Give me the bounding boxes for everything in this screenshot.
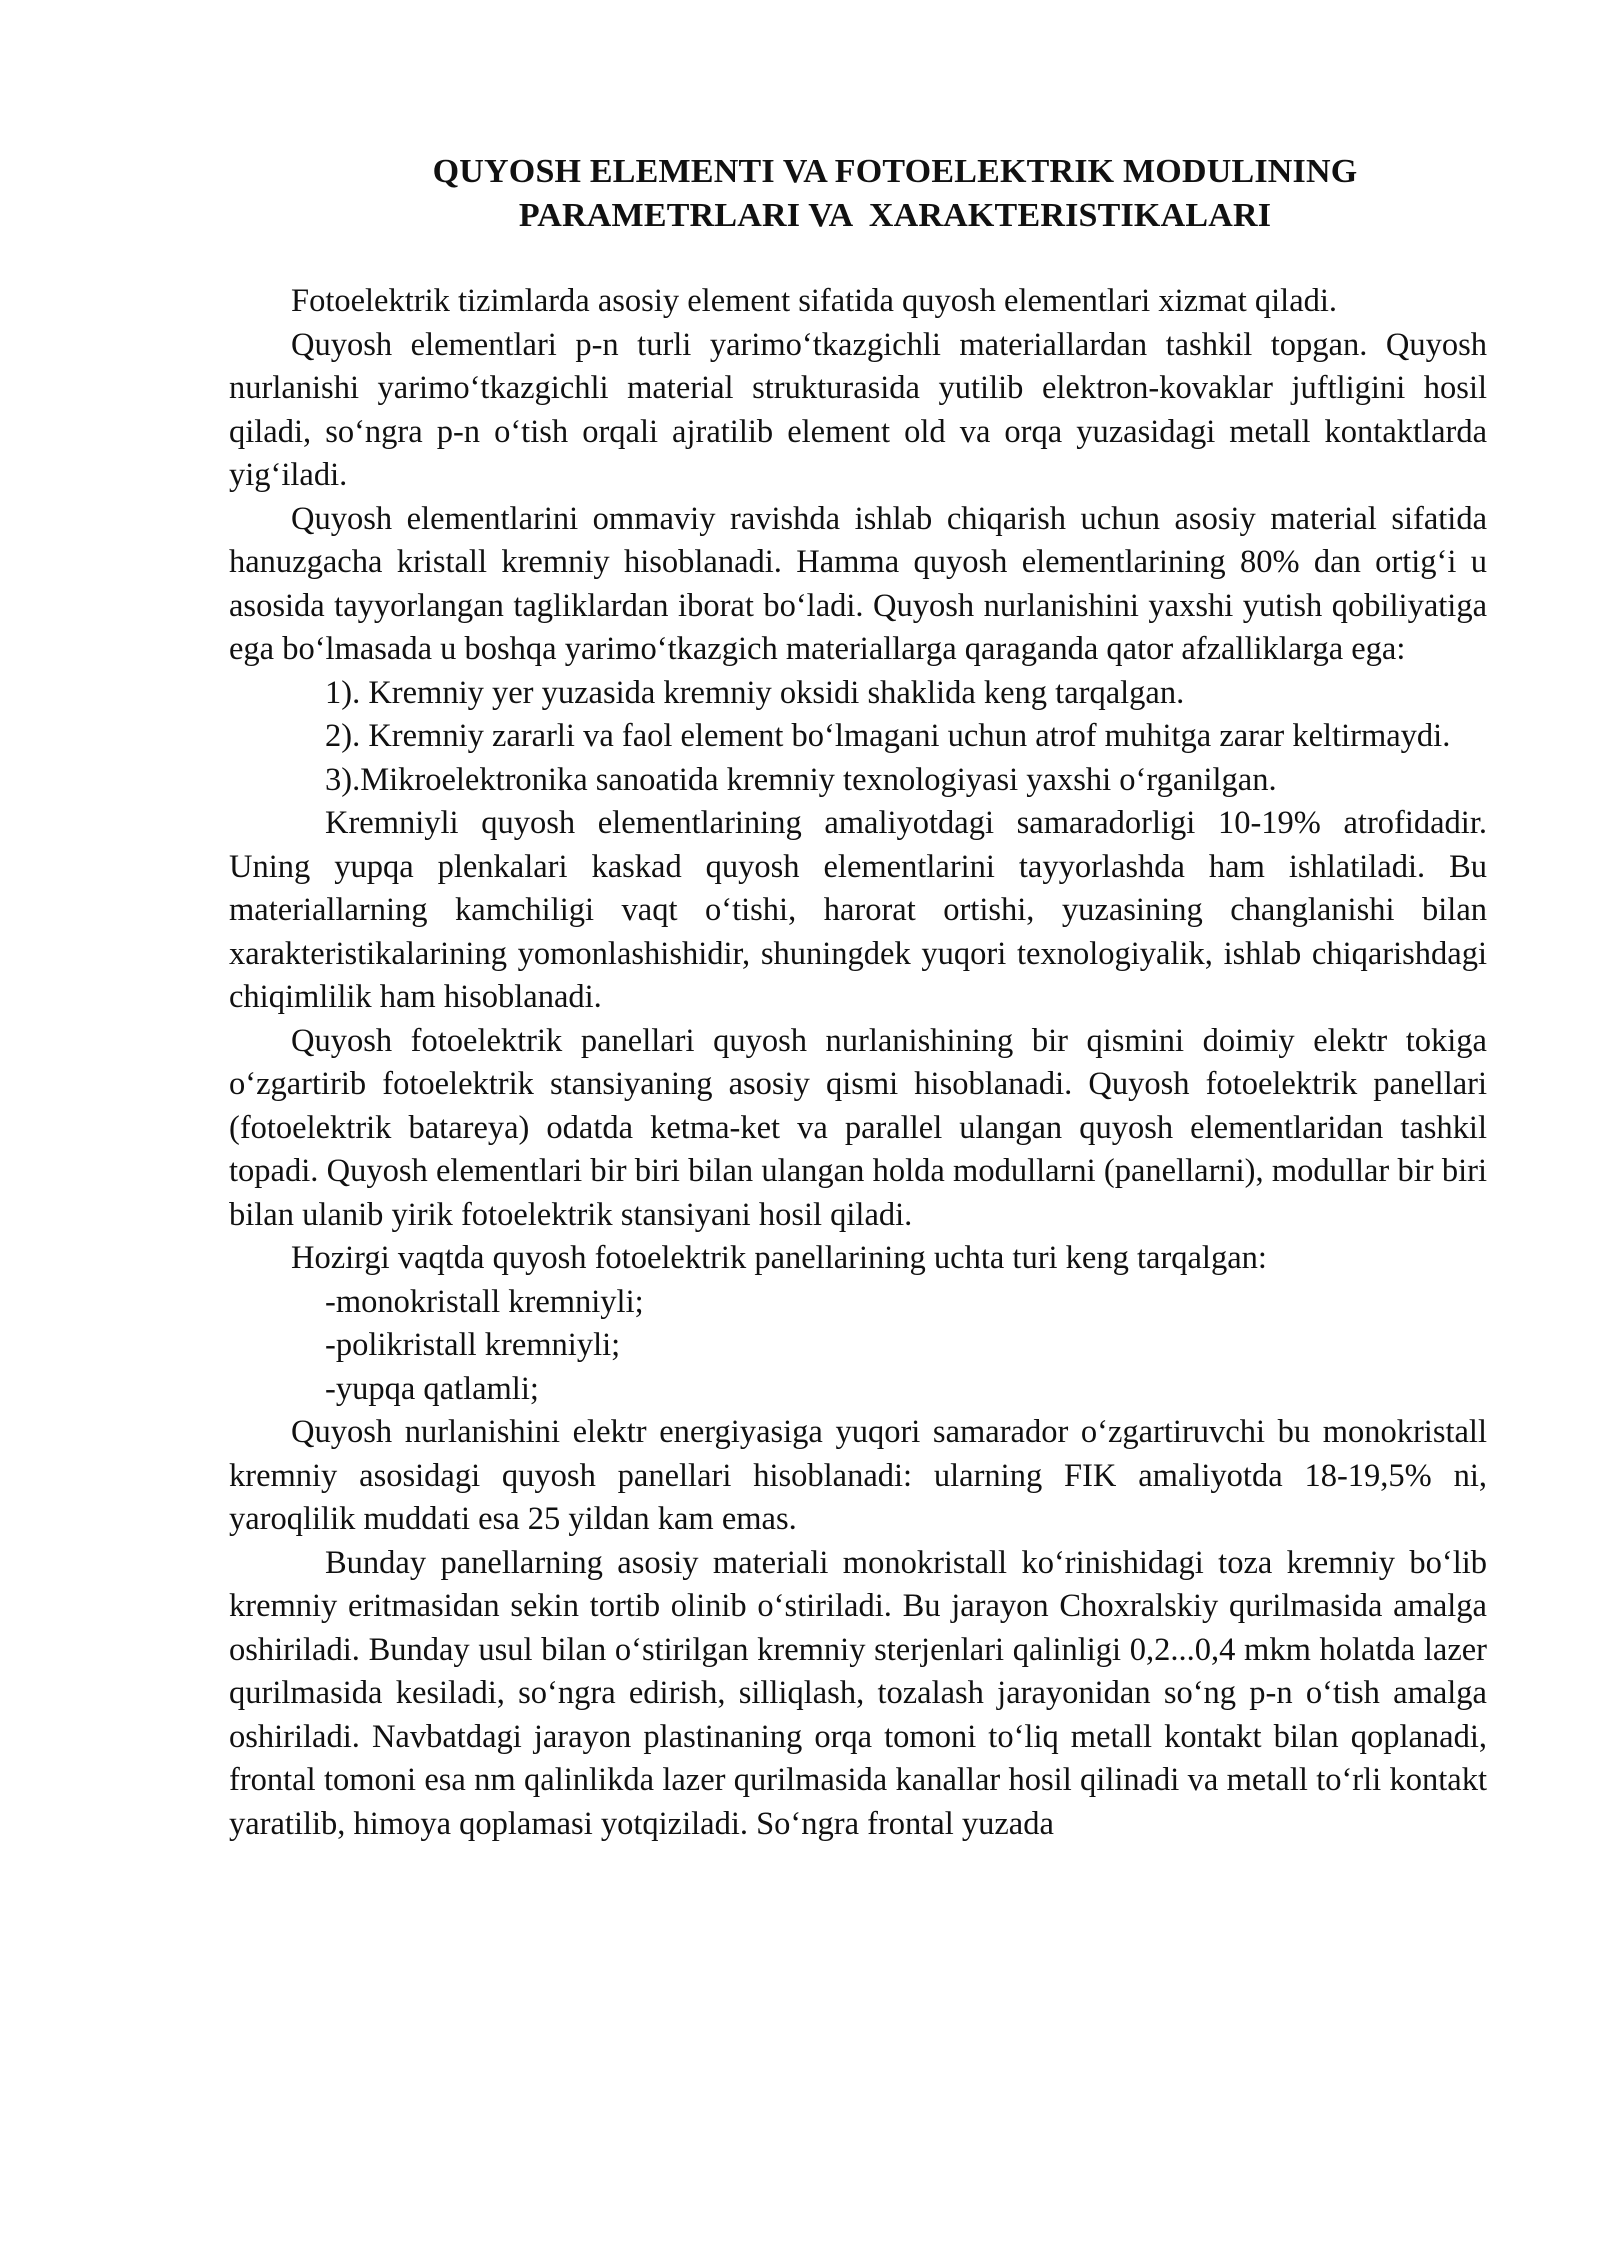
paragraph-2: Quyosh elementlari p-n turli yarimo‘tkazgichli materiallardan tashkil topgan. Quyosh nurlanishi yarimo‘tkazgichli material strukturasida yutilib elektron-kovaklar juftligini hosil qiladi, so‘ngra p-n o‘tish orqali ajratilib element old va orqa yuzasidagi metall kontaktlarda yig‘iladi.	[229, 326, 1487, 493]
list-item-1: 1). Kremniy yer yuzasida kremniy oksidi shaklida keng tarqalgan.	[325, 674, 1185, 711]
title-line-2: PARAMETRLARI VA XARAKTERISTIKALARI	[518, 197, 1272, 234]
paragraph-5: Quyosh fotoelektrik panellari quyosh nurlanishining bir qismini doimiy elektr tokiga o‘zgartirib fotoelektrik stansiyaning asosiy qismi hisoblanadi. Quyosh fotoelektrik panellari (fotoelektrik batareya) odatda ketma-ket va parallel ulangan quyosh elementlaridan tashkil topadi. Quyosh elementlari bir biri bilan ulangan holda modullarni (panellarni), modullar bir biri bilan ulanib yirik fotoelektrik stansiyani hosil qiladi.	[229, 1022, 1487, 1233]
title-line-1: QUYOSH ELEMENTI VA FOTOELEKTRIK MODULINING	[432, 153, 1358, 190]
dash-item-2: -polikristall kremniyli;	[325, 1327, 621, 1363]
document-body	[229, 280, 1487, 1846]
dash-item-3: -yupqa qatlamli;	[325, 1370, 539, 1407]
document-title	[380, 150, 1410, 238]
list-item-2: 2). Kremniy zararli va faol element bo‘lmagani uchun atrof muhitga zarar keltirmaydi.	[325, 718, 1451, 754]
dash-item-1: -monokristall kremniyli;	[325, 1283, 644, 1320]
paragraph-4: Kremniyli quyosh elementlarining amaliyotdagi samaradorligi 10-19% atrofidadir. Uning yupqa plenkalari kaskad quyosh elementlarini tayyorlashda ham ishlatiladi. Bu materiallarning kamchiligi vaqt o‘tishi, harorat ortishi, yuzasining changlanishi bilan xarakteristikalarining yomonlashishidir, shuningdek yuqori texnologiyalik, ishlab chiqarishdagi chiqimlilik ham hisoblanadi.	[229, 805, 1487, 1015]
paragraph-6: Hozirgi vaqtda quyosh fotoelektrik panellarining uchta turi keng tarqalgan:	[291, 1240, 1267, 1276]
paragraph-8: Bunday panellarning asosiy materiali monokristall ko‘rinishidagi toza kremniy bo‘lib kremniy eritmasidan sekin tortib olinib o‘stiriladi. Bu jarayon Choxralskiy qurilmasida amalga oshiriladi. Bunday usul bilan o‘stirilgan kremniy sterjenlari qalinligi 0,2...0,4 mkm holatda lazer qurilmasida kesiladi, so‘ngra edirish, silliqlash, tozalash jarayonidan so‘ng p-n o‘tish amalga oshiriladi. Navbatdagi jarayon plastinaning orqa tomoni to‘liq metall kontakt bilan qoplanadi, frontal tomoni esa nm qalinlikda lazer qurilmasida kanallar hosil qilinadi va metall to‘rli kontakt yaratilib, himoya qoplamasi yotqiziladi. So‘ngra frontal yuzada	[229, 1544, 1487, 1842]
paragraph-1: Fotoelektrik tizimlarda asosiy element sifatida quyosh elementlari xizmat qiladi.	[291, 283, 1338, 319]
paragraph-3: Quyosh elementlarini ommaviy ravishda ishlab chiqarish uchun asosiy material sifatida hanuzgacha kristall kremniy hisoblanadi. Hamma quyosh elementlarining 80% dan ortig‘i u asosida tayyorlangan tagliklardan iborat bo‘ladi. Quyosh nurlanishini yaxshi yutish qobiliyatiga ega bo‘lmasada u boshqa yarimo‘tkazgich materiallarga qaraganda qator afzalliklarga ega:	[229, 500, 1487, 667]
paragraph-7: Quyosh nurlanishini elektr energiyasiga yuqori samarador o‘zgartiruvchi bu monokristall kremniy asosidagi quyosh panellari hisoblanadi: ularning FIK amaliyotda 18-19,5% ni, yaroqlilik muddati esa 25 yildan kam emas.	[229, 1414, 1487, 1537]
list-item-3: 3).Mikroelektronika sanoatida kremniy texnologiyasi yaxshi o‘rganilgan.	[325, 761, 1277, 798]
